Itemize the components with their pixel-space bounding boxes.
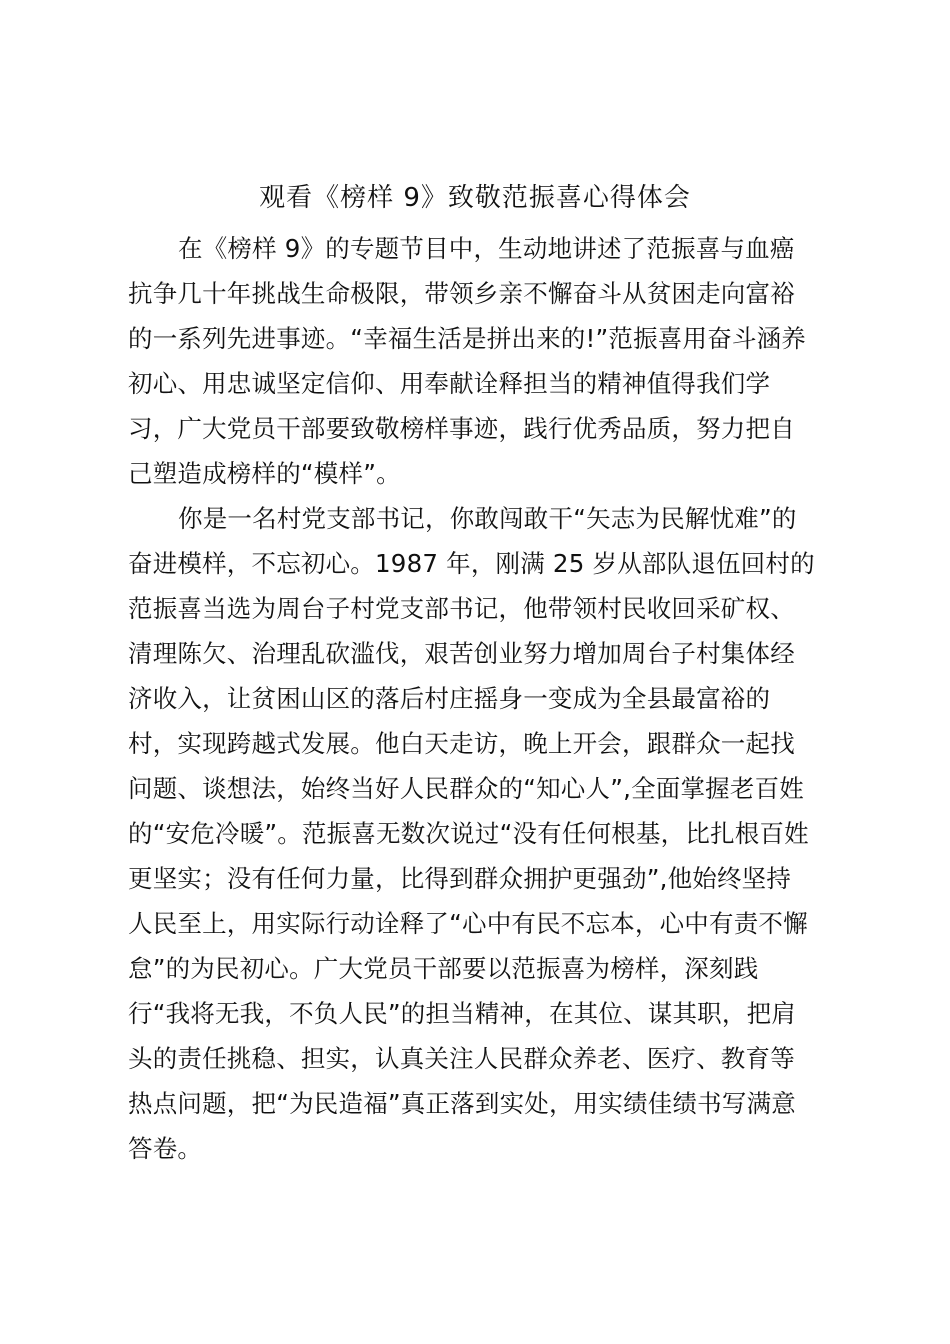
paragraph-line: 奋进模样，不忘初心。1987 年，刚满 25 岁从部队退伍回村的 [128,549,815,578]
paragraph-line: 初心、用忠诚坚定信仰、用奉献诠释担当的精神值得我们学 [128,369,771,398]
paragraph-2 [128,496,836,1171]
paragraph-line: 热点问题，把“为民造福”真正落到实处，用实绩佳绩书写满意 [128,1089,796,1118]
paragraph-line: 问题、谈想法，始终当好人民群众的“知心人”,全面掌握老百姓 [128,774,804,803]
paragraph-line: 的“安危冷暖”。范振喜无数次说过“没有任何根基，比扎根百姓 [128,819,809,848]
paragraph-line: 在《榜样 9》的专题节目中，生动地讲述了范振喜与血癌 [178,234,795,263]
paragraph-line: 己塑造成榜样的“模样”。 [128,459,401,488]
paragraph-line: 范振喜当选为周台子村党支部书记，他带领村民收回采矿权、 [128,594,795,623]
paragraph-line: 头的责任挑稳、担实，认真关注人民群众养老、医疗、教育等 [128,1044,795,1073]
paragraph-line: 行“我将无我，不负人民”的担当精神，在其位、谋其职，把肩 [128,999,796,1028]
paragraph-line: 济收入，让贫困山区的落后村庄摇身一变成为全县最富裕的 [128,684,771,713]
document-body [128,226,836,1171]
paragraph-line: 清理陈欠、治理乱砍滥伐，艰苦创业努力增加周台子村集体经 [128,639,795,668]
paragraph-line: 答卷。 [128,1134,203,1163]
document-title: 观看《榜样 9》致敬范振喜心得体会 [259,183,691,213]
paragraph-line: 习，广大党员干部要致敬榜样事迹，践行优秀品质，努力把自 [128,414,795,443]
paragraph-line: 的一系列先进事迹。“幸福生活是拼出来的!”范振喜用奋斗涵养 [128,324,807,353]
paragraph-line: 更坚实；没有任何力量，比得到群众拥护更强劲”,他始终坚持 [128,864,792,893]
paragraph-line: 人民至上，用实际行动诠释了“心中有民不忘本，心中有责不懈 [128,909,808,938]
paragraph-line: 你是一名村党支部书记，你敢闯敢干“矢志为民解忧难”的 [178,504,797,533]
paragraph-line: 抗争几十年挑战生命极限，带领乡亲不懈奋斗从贫困走向富裕 [128,279,795,308]
paragraph-1 [128,226,836,496]
paragraph-line: 村，实现跨越式发展。他白天走访，晚上开会，跟群众一起找 [128,729,795,758]
paragraph-line: 怠”的为民初心。广大党员干部要以范振喜为榜样，深刻践 [128,954,759,983]
